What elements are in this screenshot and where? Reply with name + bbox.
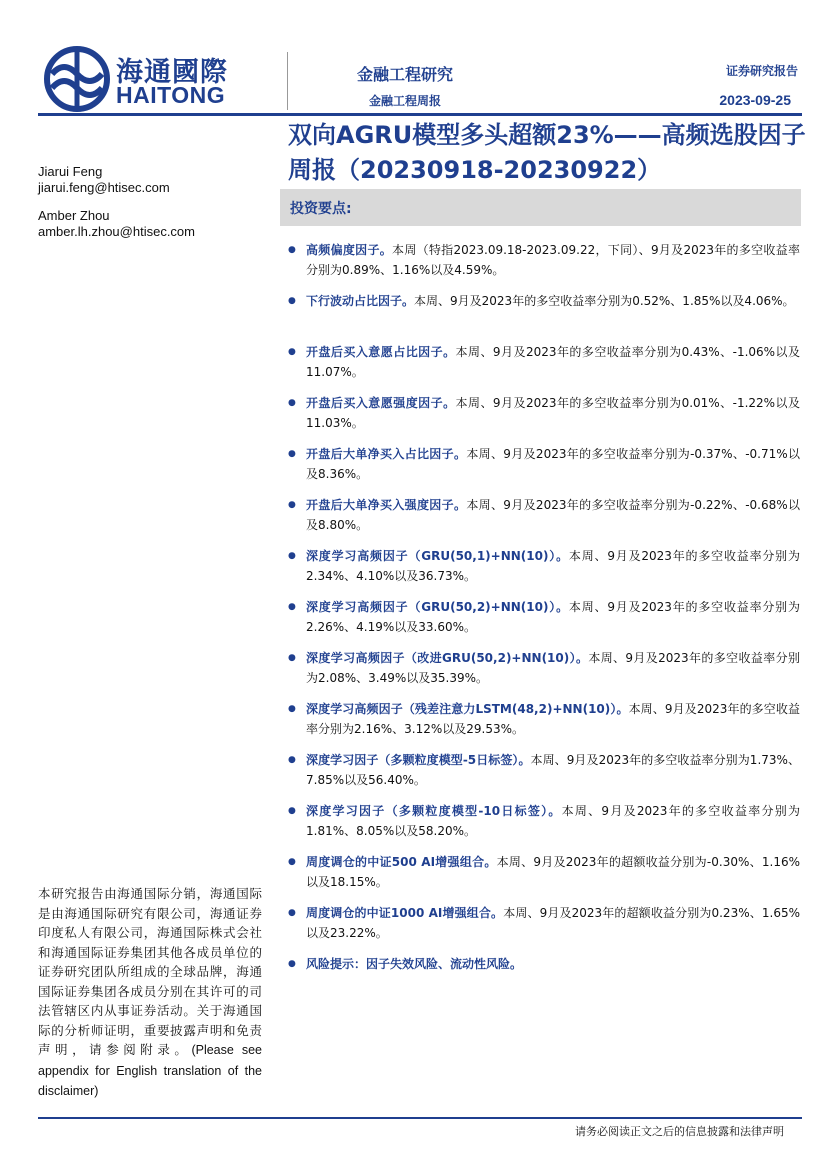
point-body: 本周、9月及2023年的多空收益率分别为0.43%、-1.06%以及11.07%。 <box>306 345 800 379</box>
point-heading: 深度学习高频因子（残差注意力LSTM(48,2)+NN(10)）。 <box>306 702 629 716</box>
report-type: 证券研究报告 <box>725 64 798 78</box>
point-body: 本周、9月及2023年的多空收益率分别为1.81%、8.05%以及58.20%。 <box>306 804 800 838</box>
key-points-list <box>288 240 800 1005</box>
point-body: 本周、9月及2023年的多空收益率分别为-0.22%、-0.68%以及8.80%。 <box>306 498 801 532</box>
list-item <box>288 393 800 444</box>
list-item <box>288 801 800 852</box>
point-body: 本周、9月及2023年的多空收益率分别为0.01%、-1.22%以及11.03%。 <box>306 396 800 430</box>
point-heading: 深度学习高频因子（改进GRU(50,2)+NN(10)）。 <box>306 651 589 665</box>
haitong-wave-circle-icon <box>44 46 110 112</box>
point-body: 本周、9月及2023年的多空收益率分别为0.52%、1.85%以及4.06%。 <box>414 294 795 308</box>
logo-name-en: HAITONG <box>116 82 226 108</box>
point-body: 本周、9月及2023年的多空收益率分别为2.26%、4.19%以及33.60%。 <box>306 600 800 634</box>
point-body: 本周、9月及2023年的超额收益分别为-0.30%、1.16%以及18.15%。 <box>306 855 801 889</box>
point-body: 本周、9月及2023年的多空收益率分别为1.73%、7.85%以及56.40%。 <box>306 753 800 787</box>
point-heading: 深度学习高频因子（GRU(50,2)+NN(10)）。 <box>306 600 569 614</box>
list-item <box>288 546 800 597</box>
point-heading: 开盘后买入意愿占比因子。 <box>306 345 456 359</box>
page-title: 双向AGRU模型多头超额23%——高频选股因子周报（20230918-20230922） <box>288 121 806 184</box>
point-heading: 风险提示：因子失效风险、流动性风险。 <box>306 957 523 971</box>
point-heading: 深度学习因子（多颗粒度模型-5日标签）。 <box>306 753 531 767</box>
point-body: 本周、9月及2023年的超额收益分别为0.23%、1.65%以及23.22%。 <box>306 906 800 940</box>
point-heading: 周度调仓的中证500 AI增强组合。 <box>306 855 497 869</box>
point-body: 本周、9月及2023年的多空收益率分别为-0.37%、-0.71%以及8.36%。 <box>306 447 801 481</box>
point-body: 本周、9月及2023年的多空收益率分别为2.34%、4.10%以及36.73%。 <box>306 549 800 583</box>
list-item <box>288 342 800 393</box>
list-item <box>288 495 800 546</box>
report-date: 2023-09-25 <box>719 92 791 108</box>
section-title: 投资要点: <box>290 201 352 217</box>
point-heading: 高频偏度因子。 <box>306 243 393 257</box>
company-logo <box>44 46 244 116</box>
author-name: Jiarui Feng <box>38 164 103 179</box>
list-item <box>288 903 800 954</box>
list-item <box>288 240 800 291</box>
report-subcategory: 金融工程周报 <box>368 94 441 108</box>
list-item <box>288 852 800 903</box>
report-category: 金融工程研究 <box>356 65 453 84</box>
section-header <box>280 189 801 226</box>
footer-rule <box>38 1117 802 1119</box>
point-heading: 深度学习高频因子（GRU(50,1)+NN(10)）。 <box>306 549 569 563</box>
list-item <box>288 750 800 801</box>
disclaimer-en: (Please see appendix for English translation of the disclaimer) <box>38 1043 262 1098</box>
list-item <box>288 648 800 699</box>
point-body: 本周（特指2023.09.18-2023.09.22，下同）、9月及2023年的多空收益率分别为0.89%、1.16%以及4.59%。 <box>306 243 800 277</box>
point-heading: 下行波动占比因子。 <box>306 294 415 308</box>
point-heading: 开盘后大单净买入强度因子。 <box>306 498 467 512</box>
point-heading: 开盘后买入意愿强度因子。 <box>306 396 456 410</box>
author-list <box>38 164 195 240</box>
list-item <box>288 954 800 1005</box>
footer-notice: 请务必阅读正文之后的信息披露和法律声明 <box>575 1125 784 1138</box>
point-heading: 周度调仓的中证1000 AI增强组合。 <box>306 906 504 920</box>
disclaimer-cn: 本研究报告由海通国际分销，海通国际是由海通国际研究有限公司，海通证券印度私人有限公司，海通国际株式会社和海通国际证券集团其他各成员单位的证券研究团队所组成的全球品牌，海通国际证券集团各成员分别在其许可的司法管辖区内从事证券活动。关于海通国际的分析师证明，重要披露声明和免责声明，请参阅附录。 <box>38 886 262 1057</box>
author-email[interactable]: jiarui.feng@htisec.com <box>38 180 170 195</box>
point-body: 本周、9月及2023年的多空收益率分别为2.08%、3.49%以及35.39%。 <box>306 651 800 685</box>
disclaimer <box>38 884 262 1102</box>
author-email[interactable]: amber.lh.zhou@htisec.com <box>38 224 195 239</box>
list-item <box>288 699 800 750</box>
point-heading: 深度学习因子（多颗粒度模型-10日标签）。 <box>306 804 562 818</box>
logo-name-cn: 海通國際 <box>116 57 228 88</box>
list-item <box>288 597 800 648</box>
author-name: Amber Zhou <box>38 208 110 223</box>
point-body: 本周、9月及2023年的多空收益率分别为2.16%、3.12%以及29.53%。 <box>306 702 800 736</box>
point-heading: 开盘后大单净买入占比因子。 <box>306 447 467 461</box>
list-item <box>288 444 800 495</box>
header-rule <box>38 113 802 116</box>
list-item <box>288 291 800 342</box>
